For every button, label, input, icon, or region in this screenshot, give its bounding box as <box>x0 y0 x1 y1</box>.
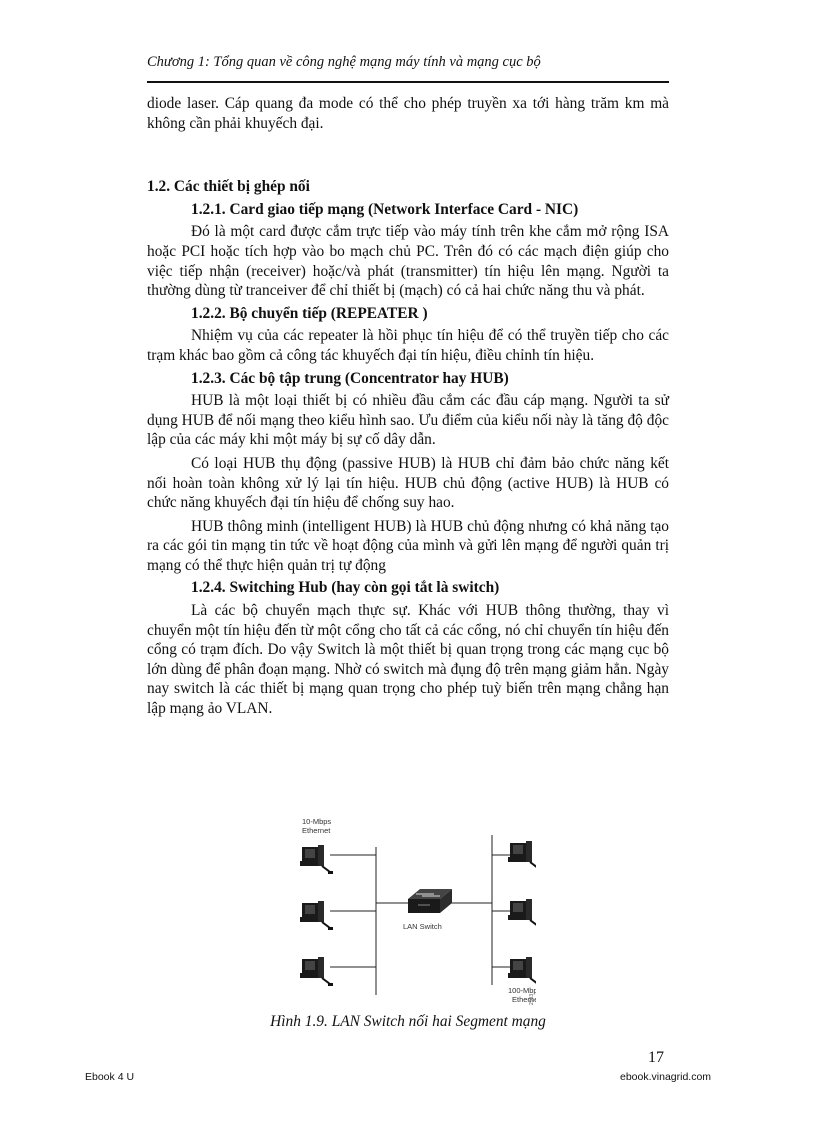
figure-code: 2583 <box>529 993 535 1005</box>
section-heading: 1.2. Các thiết bị ghép nối <box>147 178 310 196</box>
footer-right: ebook.vinagrid.com <box>620 1071 712 1083</box>
header-rule <box>147 81 669 83</box>
computer-icon <box>508 841 536 870</box>
paragraph: Có loại HUB thụ động (passive HUB) là HUB chỉ đảm bảo chức năng kết nối hoàn toàn không xử lý lại tín hiệu. HUB chủ động (active HUB) là HUB có chức năng khuyếch đại tín hiệu để chống suy hao. <box>147 454 669 512</box>
footer-left: Ebook 4 U <box>85 1071 135 1083</box>
paragraph: HUB là một loại thiết bị có nhiều đầu cắm các đầu cáp mạng. Người ta sử dụng HUB để nối mạng theo kiểu hình sao. Ưu điểm của kiểu nối này là tăng độ độc lập của các máy khi một máy bị sự cố dây dẫn. <box>147 392 669 449</box>
paragraph: Là các bộ chuyển mạch thực sự. Khác với HUB thông thường, thay vì chuyển một tín hiệu đến từ một cổng cho tất cả các cổng, nó chỉ chuyển tín hiệu đến cổng có trạm đích. Do vậy Switch là một thiết bị quan trọng trong các mạng cục bộ lớn dùng để phân đoạn mạng. Nhờ có switch mà đụng độ trên mạng giảm hẳn. Ngày nay switch là các thiết bị mạng quan trọng cho phép tuỳ biến trên mạng chẳng hạn lập mạng ảo VLAN. <box>147 602 669 718</box>
paragraph: Đó là một card được cắm trực tiếp vào máy tính trên khe cắm mở rộng ISA hoặc PCI hoặc tích hợp vào bo mạch chủ PC. Trên đó có các mạch điện giúp cho việc tiếp nhận (receiver) hoặc/và phát (transmitter) tín hiệu lên mạng. Người ta thường dùng từ tranceiver để chỉ thiết bị (mạch) có cả hai chức năng thu và phát. <box>147 223 669 300</box>
page-number: 17 <box>648 1049 664 1066</box>
subsection-heading: 1.2.3. Các bộ tập trung (Concentrator hay HUB) <box>191 369 509 387</box>
subsection-heading: 1.2.4. Switching Hub (hay còn gọi tắt là switch) <box>191 579 500 597</box>
computer-icon <box>300 901 333 930</box>
subsection-heading: 1.2.2. Bộ chuyển tiếp (REPEATER ) <box>191 304 428 322</box>
paragraph: HUB thông minh (intelligent HUB) là HUB chủ động nhưng có khả năng tạo ra các gói tin mạng tin tức về hoạt động của mình và gửi lên mạng để người quản trị mạng có thể thực hiện quản trị tự động <box>147 517 669 574</box>
lan-switch-figure <box>290 815 536 1007</box>
computer-icon <box>300 845 333 874</box>
right-network-label: Ethern <box>512 995 535 1004</box>
page-body <box>147 94 669 719</box>
computer-icon <box>508 899 536 928</box>
running-header: Chương 1: Tổng quan về công nghệ mạng máy tính và mạng cục bộ <box>147 54 541 70</box>
figure-caption: Hình 1.9. LAN Switch nối hai Segment mạng <box>270 1013 546 1030</box>
computer-icon <box>508 957 536 986</box>
intro-paragraph: diode laser. Cáp quang đa mode có thể cho phép truyền xa tới hàng trăm km mà không cần phải khuyếch đại. <box>147 95 669 132</box>
subsection-heading: 1.2.1. Card giao tiếp mạng (Network Interface Card - NIC) <box>191 200 579 218</box>
right-network-label: 100-Mbp <box>508 986 536 995</box>
left-network-label: Ethernet <box>302 826 331 835</box>
computer-icon <box>300 957 333 986</box>
switch-label: LAN Switch <box>403 922 442 931</box>
paragraph: Nhiệm vụ của các repeater là hồi phục tín hiệu để có thể truyền tiếp cho các trạm khác bao gồm cả công tác khuyếch đại tín hiệu, điều chỉnh tín hiệu. <box>147 327 669 364</box>
left-network-label: 10-Mbps <box>302 817 332 826</box>
network-diagram <box>290 815 536 1007</box>
lan-switch-icon <box>408 889 452 913</box>
